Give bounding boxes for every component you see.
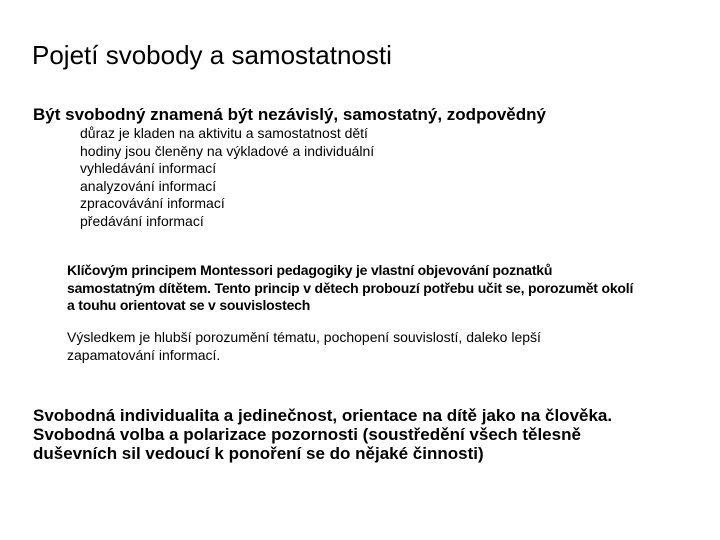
sub-point-search: vyhledávání informací xyxy=(80,160,217,177)
sub-point-emphasis: důraz je kladen na aktivitu a samostatnost dětí xyxy=(80,125,368,141)
sub-point-list xyxy=(80,125,374,231)
sub-point-analysis: analyzování informací xyxy=(80,177,217,194)
sub-point-lessons: hodiny jsou členěny na výkladové a individuální xyxy=(80,142,375,159)
sub-point-sharing: předávání informací xyxy=(80,212,204,229)
closing-free-choice: Svobodná volba a polarizace pozornosti (soustředění všech tělesně duševních sil vedoucí k ponoření se do nějaké činnosti) xyxy=(33,425,581,463)
main-heading: Být svobodný znamená být nezávislý, samostatný, zodpovědný xyxy=(33,105,546,124)
result-paragraph: Výsledkem je hlubší porozumění tématu, pochopení souvislostí, daleko lepší zapamatování informací. xyxy=(67,329,541,363)
closing-individuality: Svobodná individualita a jedinečnost, orientace na dítě jako na člověka. xyxy=(33,406,613,425)
sub-point-processing: zpracovávání informací xyxy=(80,195,225,212)
principle-paragraph: Klíčovým principem Montessori pedagogiky je vlastní objevování poznatků samostatným dítětem. Tento princip v dětech probouzí potřebu učit se, porozumět okolí a touhu orientovat se v souvislostech xyxy=(67,262,634,313)
slide-title: Pojetí svobody a samostatnosti xyxy=(32,40,392,70)
closing-block xyxy=(33,406,633,463)
